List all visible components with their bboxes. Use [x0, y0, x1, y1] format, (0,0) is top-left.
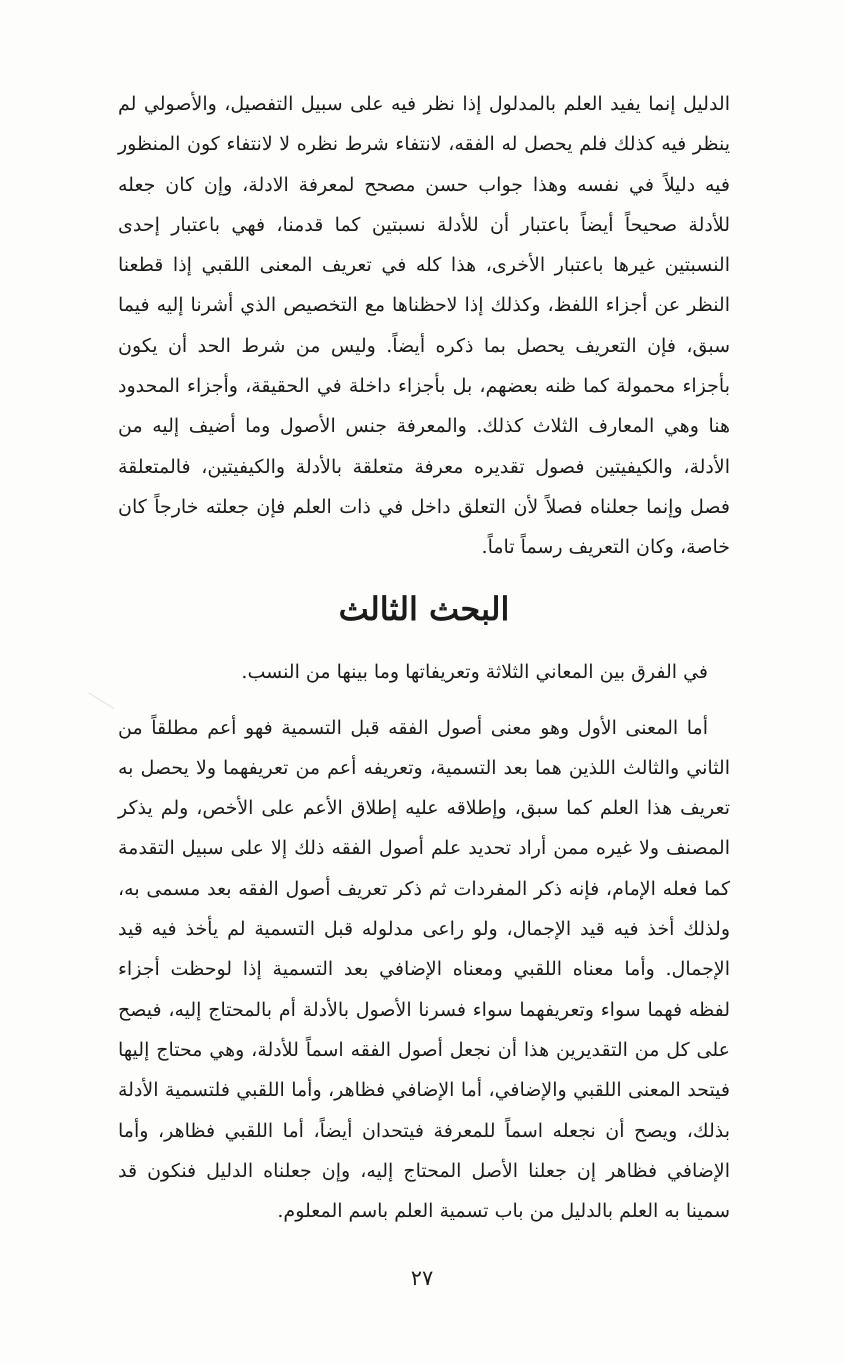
- paragraph-1: الدليل إنما يفيد العلم بالمدلول إذا نظر فيه على سبيل التفصيل، والأصولي لم ينظر فيه كذلك فلم يحصل له الفقه، لانتفاء شرط نظره لا لانتفاء كون المنظور فيه دليلاً في نفسه وهذا جواب حسن مصحح لمعرفة الادلة، وإن كان جعله للأدلة صحيحاً أيضاً باعتبار أن للأدلة نسبتين كما قدمنا، فهي باعتبار إحدى النسبتين غيرها باعتبار الأخرى، هذا كله في تعريف المعنى اللقبي إذا قطعنا النظر عن أجزاء اللفظ، وكذلك إذا لاحظناها مع التخصيص الذي أشرنا إليه فيما سبق، فإن التعريف يحصل بما ذكره أيضاً. وليس من شرط الحد أن يكون بأجزاء محمولة كما ظنه بعضهم، بل بأجزاء داخلة في الحقيقة، وأجزاء المحدود هنا وهي المعارف الثلاث كذلك. والمعرفة جنس الأصول وما أضيف إليه من الأدلة، والكيفيتين فصول تقديره معرفة متعلقة بالأدلة والكيفيتين، فالمتعلقة فصل وإنما جعلناه فصلاً لأن التعلق داخل في ذات العلم فإن جعلته خارجاً كان خاصة، وكان التعريف رسماً تاماً.: [118, 93, 730, 559]
- page-body: [118, 84, 730, 1314]
- section-subtitle: في الفرق بين المعاني الثلاثة وتعريفاتها وما بينها من النسب.: [241, 660, 708, 683]
- paragraph-2: أما المعنى الأول وهو معنى أصول الفقه قبل التسمية فهو أعم مطلقاً من الثاني والثالث اللذين هما بعد التسمية، وتعريفه أعم من تعريفهما ولا يحصل به تعريف هذا العلم كما سبق، وإطلاقه عليه إطلاق الأعم على الأخص، ولم يذكر المصنف ولا غيره ممن أراد تحديد علم أصول الفقه ذلك إلا على سبيل التقدمة كما فعله الإمام، فإنه ذكر المفردات ثم ذكر تعريف أصول الفقه بعد مسمى به، ولذلك أخذ فيه قيد الإجمال، ولو راعى مدلوله قبل التسمية لم يأخذ فيه قيد الإجمال. وأما معناه اللقبي ومعناه الإضافي بعد التسمية إذا لوحظت أجزاء لفظه فهما سواء وتعريفهما سواء فسرنا الأصول بالأدلة أم بالمحتاج إليه، فيصح على كل من التقديرين هذا أن نجعل أصول الفقه اسماً للأدلة، وهي محتاج إليها فيتحد المعنى اللقبي والإضافي، أما الإضافي فظاهر، وأما اللقبي فلتسمية الأدلة بذلك، ويصح أن نجعله اسماً للمعرفة فيتحدان أيضاً، أما اللقبي فظاهر، وأما الإضافي فظاهر إن جعلنا الأصل المحتاج إليه، وإن جعلناه الدليل فنكون قد سمينا به العلم بالدليل من باب تسمية العلم باسم المعلوم.: [118, 716, 730, 1223]
- section-heading: البحث الثالث: [338, 589, 510, 628]
- page-number: ٢٧: [410, 1266, 434, 1290]
- scan-artifact: [88, 692, 114, 709]
